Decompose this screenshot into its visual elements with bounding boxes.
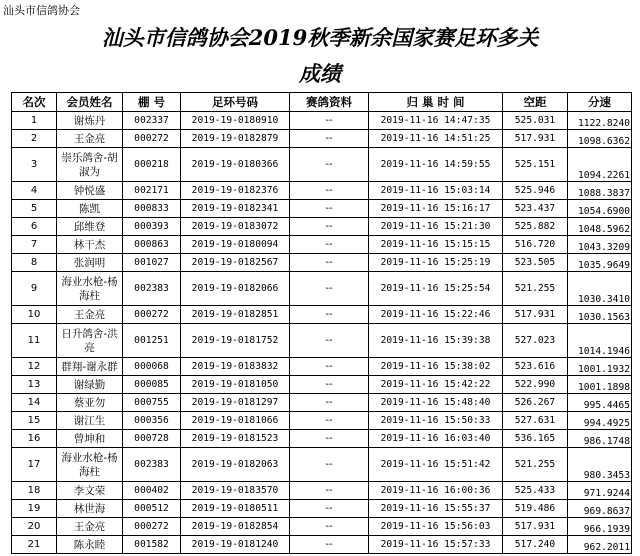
loft-number-cell: 002383 — [123, 448, 181, 482]
arrival-time-cell: 2019-11-16 15:42:22 — [369, 376, 503, 394]
distance-cell: 526.267 — [503, 394, 568, 412]
distance-cell: 525.882 — [503, 218, 568, 236]
rank-cell: 3 — [12, 148, 57, 182]
table-header-row — [12, 93, 632, 112]
ring-number-cell: 2019-19-0183832 — [181, 358, 290, 376]
page-title-continued: 成绩 — [299, 61, 341, 86]
arrival-time-cell: 2019-11-16 15:50:33 — [369, 412, 503, 430]
pigeon-info-cell: -- — [290, 448, 369, 482]
member-name-cell: 王金亮 — [57, 518, 123, 536]
distance-cell: 521.255 — [503, 272, 568, 306]
distance-cell: 536.165 — [503, 430, 568, 448]
loft-number-cell: 000833 — [123, 200, 181, 218]
rank-cell: 19 — [12, 500, 57, 518]
ring-number-cell: 2019-19-0180094 — [181, 236, 290, 254]
arrival-time-cell: 2019-11-16 15:39:38 — [369, 324, 503, 358]
arrival-time-cell: 2019-11-16 15:48:40 — [369, 394, 503, 412]
ring-number-cell: 2019-19-0182376 — [181, 182, 290, 200]
loft-number-cell: 000218 — [123, 148, 181, 182]
ring-number-cell: 2019-19-0183570 — [181, 482, 290, 500]
member-name-cell: 林世海 — [57, 500, 123, 518]
member-name-cell: 钟悦盛 — [57, 182, 123, 200]
table-row — [12, 518, 632, 536]
rank-cell: 18 — [12, 482, 57, 500]
table-row — [12, 236, 632, 254]
arrival-time-cell: 2019-11-16 15:21:30 — [369, 218, 503, 236]
table-row — [12, 430, 632, 448]
rank-cell: 2 — [12, 130, 57, 148]
speed-cell: 962.2011 — [568, 536, 632, 554]
pigeon-info-cell: -- — [290, 518, 369, 536]
rank-cell: 6 — [12, 218, 57, 236]
arrival-time-cell: 2019-11-16 15:51:42 — [369, 448, 503, 482]
speed-cell: 1043.3209 — [568, 236, 632, 254]
column-header-distance: 空距 — [503, 93, 568, 112]
rank-cell: 20 — [12, 518, 57, 536]
ring-number-cell: 2019-19-0183072 — [181, 218, 290, 236]
arrival-time-cell: 2019-11-16 15:25:19 — [369, 254, 503, 272]
results-table — [11, 92, 632, 554]
loft-number-cell: 000272 — [123, 130, 181, 148]
loft-number-cell: 000356 — [123, 412, 181, 430]
pigeon-info-cell: -- — [290, 306, 369, 324]
pigeon-info-cell: -- — [290, 182, 369, 200]
table-row — [12, 148, 632, 182]
loft-number-cell: 001027 — [123, 254, 181, 272]
table-row — [12, 394, 632, 412]
table-row — [12, 272, 632, 306]
table-row — [12, 500, 632, 518]
table-row — [12, 412, 632, 430]
speed-cell: 1048.5962 — [568, 218, 632, 236]
table-row — [12, 200, 632, 218]
arrival-time-cell: 2019-11-16 14:51:25 — [369, 130, 503, 148]
pigeon-info-cell: -- — [290, 130, 369, 148]
loft-number-cell: 002337 — [123, 112, 181, 130]
pigeon-info-cell: -- — [290, 200, 369, 218]
loft-number-cell: 000755 — [123, 394, 181, 412]
member-name-cell: 崇乐鸽舍-胡淑为 — [57, 148, 123, 182]
pigeon-info-cell: -- — [290, 412, 369, 430]
table-row — [12, 306, 632, 324]
speed-cell: 1098.6362 — [568, 130, 632, 148]
ring-number-cell: 2019-19-0182851 — [181, 306, 290, 324]
member-name-cell: 海业水枪-杨海柱 — [57, 272, 123, 306]
column-header-member-name: 会员姓名 — [57, 93, 123, 112]
pigeon-info-cell: -- — [290, 536, 369, 554]
column-header-speed: 分速 — [568, 93, 632, 112]
member-name-cell: 蔡亚勿 — [57, 394, 123, 412]
pigeon-info-cell: -- — [290, 376, 369, 394]
column-header-loft-number: 棚 号 — [123, 93, 181, 112]
distance-cell: 523.616 — [503, 358, 568, 376]
table-row — [12, 130, 632, 148]
distance-cell: 522.990 — [503, 376, 568, 394]
rank-cell: 13 — [12, 376, 57, 394]
loft-number-cell: 000728 — [123, 430, 181, 448]
speed-cell: 1030.1563 — [568, 306, 632, 324]
speed-cell: 1122.8240 — [568, 112, 632, 130]
column-header-rank: 名次 — [12, 93, 57, 112]
speed-cell: 1030.3410 — [568, 272, 632, 306]
table-row — [12, 254, 632, 272]
distance-cell: 527.023 — [503, 324, 568, 358]
loft-number-cell: 000085 — [123, 376, 181, 394]
ring-number-cell: 2019-19-0181050 — [181, 376, 290, 394]
speed-cell: 994.4925 — [568, 412, 632, 430]
member-name-cell: 张润明 — [57, 254, 123, 272]
ring-number-cell: 2019-19-0180366 — [181, 148, 290, 182]
member-name-cell: 群翔-谢永群 — [57, 358, 123, 376]
member-name-cell: 日升鸽舍-洪亮 — [57, 324, 123, 358]
distance-cell: 517.931 — [503, 130, 568, 148]
arrival-time-cell: 2019-11-16 15:56:03 — [369, 518, 503, 536]
pigeon-info-cell: -- — [290, 394, 369, 412]
speed-cell: 1001.1898 — [568, 376, 632, 394]
table-row — [12, 182, 632, 200]
rank-cell: 16 — [12, 430, 57, 448]
distance-cell: 525.946 — [503, 182, 568, 200]
pigeon-info-cell: -- — [290, 272, 369, 306]
rank-cell: 10 — [12, 306, 57, 324]
member-name-cell: 邱维登 — [57, 218, 123, 236]
ring-number-cell: 2019-19-0181240 — [181, 536, 290, 554]
speed-cell: 1001.1932 — [568, 358, 632, 376]
arrival-time-cell: 2019-11-16 15:03:14 — [369, 182, 503, 200]
distance-cell: 519.486 — [503, 500, 568, 518]
table-row — [12, 376, 632, 394]
column-header-ring-number: 足环号码 — [181, 93, 290, 112]
page-title: 汕头市信鸽协会2019秋季新余国家赛足环多关 — [101, 25, 539, 50]
distance-cell: 523.437 — [503, 200, 568, 218]
loft-number-cell: 002171 — [123, 182, 181, 200]
ring-number-cell: 2019-19-0182879 — [181, 130, 290, 148]
arrival-time-cell: 2019-11-16 15:38:02 — [369, 358, 503, 376]
loft-number-cell: 000272 — [123, 306, 181, 324]
pigeon-info-cell: -- — [290, 112, 369, 130]
rank-cell: 4 — [12, 182, 57, 200]
rank-cell: 8 — [12, 254, 57, 272]
distance-cell: 521.255 — [503, 448, 568, 482]
rank-cell: 11 — [12, 324, 57, 358]
arrival-time-cell: 2019-11-16 14:47:35 — [369, 112, 503, 130]
speed-cell: 980.3453 — [568, 448, 632, 482]
ring-number-cell: 2019-19-0180511 — [181, 500, 290, 518]
pigeon-info-cell: -- — [290, 430, 369, 448]
rank-cell: 5 — [12, 200, 57, 218]
distance-cell: 525.433 — [503, 482, 568, 500]
speed-cell: 1035.9649 — [568, 254, 632, 272]
pigeon-info-cell: -- — [290, 324, 369, 358]
loft-number-cell: 000512 — [123, 500, 181, 518]
loft-number-cell: 000393 — [123, 218, 181, 236]
member-name-cell: 海业水枪-杨海柱 — [57, 448, 123, 482]
arrival-time-cell: 2019-11-16 16:00:36 — [369, 482, 503, 500]
rank-cell: 1 — [12, 112, 57, 130]
ring-number-cell: 2019-19-0182341 — [181, 200, 290, 218]
column-header-arrival-time: 归 巢 时 间 — [369, 93, 503, 112]
member-name-cell: 林干杰 — [57, 236, 123, 254]
arrival-time-cell: 2019-11-16 14:59:55 — [369, 148, 503, 182]
loft-number-cell: 000863 — [123, 236, 181, 254]
distance-cell: 517.240 — [503, 536, 568, 554]
arrival-time-cell: 2019-11-16 15:16:17 — [369, 200, 503, 218]
ring-number-cell: 2019-19-0182854 — [181, 518, 290, 536]
member-name-cell: 陈凯 — [57, 200, 123, 218]
member-name-cell: 王金亮 — [57, 130, 123, 148]
speed-cell: 1088.3837 — [568, 182, 632, 200]
member-name-cell: 李文荣 — [57, 482, 123, 500]
ring-number-cell: 2019-19-0181297 — [181, 394, 290, 412]
arrival-time-cell: 2019-11-16 15:15:15 — [369, 236, 503, 254]
arrival-time-cell: 2019-11-16 15:22:46 — [369, 306, 503, 324]
table-row — [12, 112, 632, 130]
member-name-cell: 陈永睦 — [57, 536, 123, 554]
table-row — [12, 482, 632, 500]
loft-number-cell: 000068 — [123, 358, 181, 376]
speed-cell: 966.1939 — [568, 518, 632, 536]
loft-number-cell: 001251 — [123, 324, 181, 358]
arrival-time-cell: 2019-11-16 16:03:40 — [369, 430, 503, 448]
distance-cell: 517.931 — [503, 306, 568, 324]
loft-number-cell: 000402 — [123, 482, 181, 500]
table-row — [12, 448, 632, 482]
distance-cell: 525.151 — [503, 148, 568, 182]
pigeon-info-cell: -- — [290, 500, 369, 518]
ring-number-cell: 2019-19-0181066 — [181, 412, 290, 430]
distance-cell: 516.720 — [503, 236, 568, 254]
loft-number-cell: 002383 — [123, 272, 181, 306]
distance-cell: 523.505 — [503, 254, 568, 272]
pigeon-info-cell: -- — [290, 358, 369, 376]
ring-number-cell: 2019-19-0181523 — [181, 430, 290, 448]
rank-cell: 14 — [12, 394, 57, 412]
rank-cell: 7 — [12, 236, 57, 254]
arrival-time-cell: 2019-11-16 15:55:37 — [369, 500, 503, 518]
organization-label: 汕头市信鸽协会 — [3, 4, 80, 17]
ring-number-cell: 2019-19-0182063 — [181, 448, 290, 482]
table-row — [12, 536, 632, 554]
table-row — [12, 218, 632, 236]
member-name-cell: 谢炼丹 — [57, 112, 123, 130]
ring-number-cell: 2019-19-0182567 — [181, 254, 290, 272]
arrival-time-cell: 2019-11-16 15:57:33 — [369, 536, 503, 554]
speed-cell: 986.1748 — [568, 430, 632, 448]
speed-cell: 1014.1946 — [568, 324, 632, 358]
ring-number-cell: 2019-19-0182066 — [181, 272, 290, 306]
member-name-cell: 谢绿勤 — [57, 376, 123, 394]
speed-cell: 969.8637 — [568, 500, 632, 518]
speed-cell: 1094.2261 — [568, 148, 632, 182]
table-row — [12, 324, 632, 358]
speed-cell: 995.4465 — [568, 394, 632, 412]
rank-cell: 12 — [12, 358, 57, 376]
pigeon-info-cell: -- — [290, 148, 369, 182]
member-name-cell: 王金亮 — [57, 306, 123, 324]
rank-cell: 21 — [12, 536, 57, 554]
rank-cell: 9 — [12, 272, 57, 306]
rank-cell: 17 — [12, 448, 57, 482]
column-header-pigeon-info: 赛鸽资料 — [290, 93, 369, 112]
distance-cell: 525.031 — [503, 112, 568, 130]
pigeon-info-cell: -- — [290, 236, 369, 254]
loft-number-cell: 000272 — [123, 518, 181, 536]
arrival-time-cell: 2019-11-16 15:25:54 — [369, 272, 503, 306]
rank-cell: 15 — [12, 412, 57, 430]
pigeon-info-cell: -- — [290, 482, 369, 500]
member-name-cell: 谢江生 — [57, 412, 123, 430]
distance-cell: 527.631 — [503, 412, 568, 430]
pigeon-info-cell: -- — [290, 218, 369, 236]
speed-cell: 1054.6900 — [568, 200, 632, 218]
ring-number-cell: 2019-19-0181752 — [181, 324, 290, 358]
loft-number-cell: 001582 — [123, 536, 181, 554]
member-name-cell: 曾坤和 — [57, 430, 123, 448]
speed-cell: 971.9244 — [568, 482, 632, 500]
pigeon-info-cell: -- — [290, 254, 369, 272]
table-row — [12, 358, 632, 376]
distance-cell: 517.931 — [503, 518, 568, 536]
ring-number-cell: 2019-19-0180910 — [181, 112, 290, 130]
